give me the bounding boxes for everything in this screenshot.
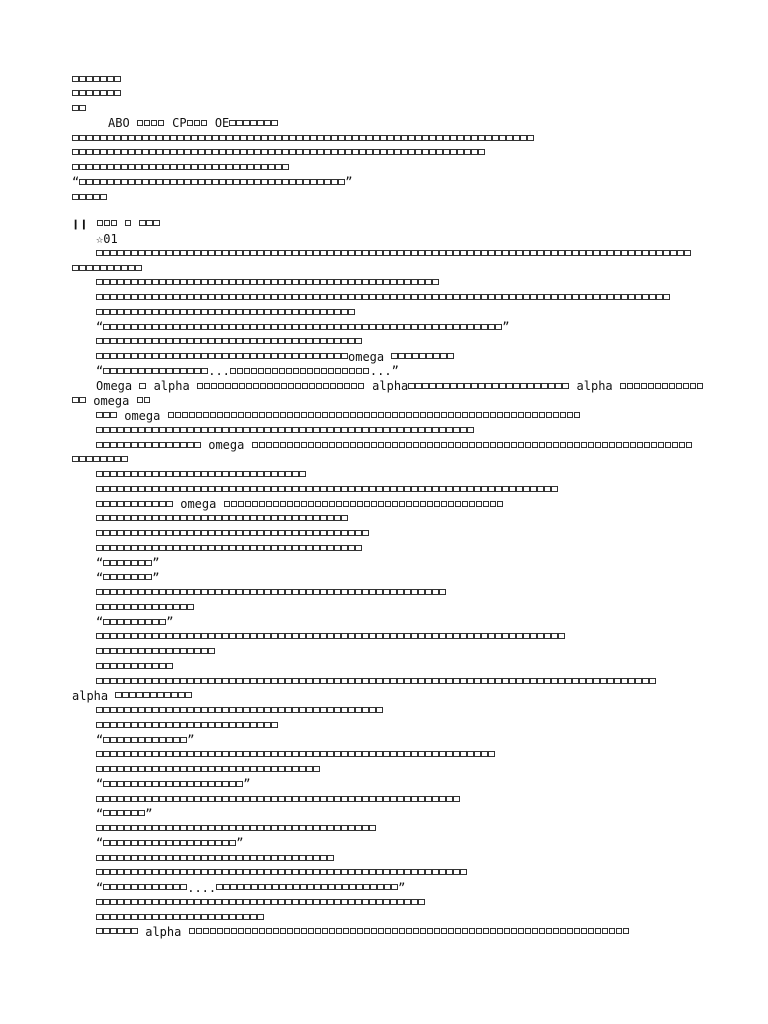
text-line xyxy=(0,394,768,409)
text-line xyxy=(0,453,768,468)
missing-glyph-run xyxy=(96,497,173,511)
text-run: ” xyxy=(345,175,353,190)
text-run: “ xyxy=(96,836,104,851)
missing-glyph-run xyxy=(96,925,138,939)
text-run: alpha xyxy=(146,379,197,393)
text-line xyxy=(0,689,768,704)
text-line xyxy=(0,379,768,394)
text-line xyxy=(0,836,768,851)
text-run: omega xyxy=(86,393,137,408)
missing-glyph-run xyxy=(96,468,306,482)
missing-glyph-run xyxy=(72,453,128,467)
text-run: omega xyxy=(201,438,252,452)
text-line xyxy=(0,482,768,497)
text-line xyxy=(0,87,768,102)
text-run xyxy=(118,217,125,231)
missing-glyph-run xyxy=(168,409,581,423)
text-line xyxy=(0,733,768,748)
text-line xyxy=(0,305,768,320)
text-run: alpha xyxy=(569,379,620,393)
text-run: ” xyxy=(187,733,195,747)
missing-glyph-run xyxy=(103,320,502,334)
missing-glyph-run xyxy=(125,217,132,231)
missing-glyph-run xyxy=(103,836,236,850)
text-line xyxy=(0,659,768,674)
missing-glyph-run xyxy=(197,379,365,393)
text-line xyxy=(0,807,768,822)
text-line xyxy=(0,175,768,190)
text-line xyxy=(0,146,768,161)
text-run: .... xyxy=(187,880,217,895)
missing-glyph-run xyxy=(103,881,187,895)
missing-glyph-run xyxy=(97,217,118,231)
text-run: omega xyxy=(348,349,392,364)
missing-glyph-run xyxy=(103,807,145,821)
text-line xyxy=(0,718,768,733)
missing-glyph-run xyxy=(103,777,243,791)
text-line xyxy=(0,438,768,453)
text-line xyxy=(0,910,768,925)
text-run: “ xyxy=(96,733,104,747)
missing-glyph-run xyxy=(96,438,201,452)
text-line xyxy=(0,102,768,117)
missing-glyph-run xyxy=(96,527,369,541)
missing-glyph-run xyxy=(72,190,107,204)
text-line xyxy=(0,881,768,896)
text-run: ” xyxy=(166,615,174,629)
text-line xyxy=(0,72,768,87)
text-run: omega xyxy=(173,497,224,511)
missing-glyph-run xyxy=(230,364,370,378)
text-line xyxy=(0,866,768,881)
missing-glyph-run xyxy=(96,482,558,496)
text-run: “ xyxy=(96,615,104,629)
text-run: OE xyxy=(207,116,230,131)
text-line xyxy=(0,291,768,306)
text-line xyxy=(0,556,768,571)
text-line xyxy=(0,600,768,615)
text-line xyxy=(0,131,768,146)
missing-glyph-run xyxy=(96,600,194,614)
text-line xyxy=(0,571,768,586)
text-run: ☆01 xyxy=(96,231,118,246)
text-run: Omega xyxy=(96,379,140,393)
missing-glyph-run xyxy=(72,146,485,160)
missing-glyph-run xyxy=(187,116,208,130)
text-line xyxy=(0,674,768,689)
missing-glyph-run xyxy=(72,87,121,101)
text-run: “ xyxy=(96,806,104,821)
text-run: ” xyxy=(236,836,244,851)
text-line xyxy=(0,261,768,276)
text-run: ❙❙ xyxy=(72,216,97,231)
missing-glyph-run xyxy=(96,851,334,865)
missing-glyph-run xyxy=(96,586,446,600)
text-run: “ xyxy=(72,175,80,190)
missing-glyph-run xyxy=(103,733,187,747)
text-run: ” xyxy=(502,320,510,334)
text-line xyxy=(0,350,768,365)
text-run: “ xyxy=(96,880,104,895)
missing-glyph-run xyxy=(96,792,460,806)
text-line xyxy=(0,161,768,176)
text-run: “ xyxy=(96,777,104,792)
text-line xyxy=(0,851,768,866)
text-run: ” xyxy=(243,777,251,792)
missing-glyph-run xyxy=(72,72,121,86)
missing-glyph-run xyxy=(115,689,192,703)
text-line xyxy=(0,335,768,350)
missing-glyph-run xyxy=(96,630,565,644)
text-line xyxy=(0,615,768,630)
text-run: “ xyxy=(96,556,104,570)
text-line xyxy=(0,116,768,131)
text-run: “ xyxy=(96,320,104,334)
text-line xyxy=(0,645,768,660)
text-run: alpha xyxy=(364,379,409,393)
text-line xyxy=(0,586,768,601)
text-run: CP xyxy=(164,116,187,131)
missing-glyph-run xyxy=(189,925,630,939)
missing-glyph-run xyxy=(620,379,704,393)
missing-glyph-run xyxy=(72,394,86,408)
missing-glyph-run xyxy=(96,866,467,880)
missing-glyph-run xyxy=(103,571,152,585)
missing-glyph-run xyxy=(96,291,670,305)
text-run: “ xyxy=(96,570,104,585)
text-line xyxy=(0,246,768,261)
missing-glyph-run xyxy=(72,161,289,175)
text-line xyxy=(0,468,768,483)
text-line xyxy=(0,364,768,379)
text-line xyxy=(0,276,768,291)
missing-glyph-run xyxy=(139,217,160,231)
text-line xyxy=(0,512,768,527)
missing-glyph-run xyxy=(96,276,439,290)
document-body xyxy=(0,72,768,940)
text-line xyxy=(0,777,768,792)
text-run: omega xyxy=(117,408,168,423)
text-line xyxy=(0,895,768,910)
text-line xyxy=(0,497,768,512)
missing-glyph-run xyxy=(96,718,278,732)
missing-glyph-run xyxy=(96,895,425,909)
text-run: ABO xyxy=(108,116,137,131)
missing-glyph-run xyxy=(96,910,264,924)
text-line xyxy=(0,925,768,940)
text-line xyxy=(0,822,768,837)
missing-glyph-run xyxy=(96,674,656,688)
missing-glyph-run xyxy=(96,512,348,526)
text-run: ” xyxy=(145,806,153,821)
missing-glyph-run xyxy=(96,645,215,659)
missing-glyph-run xyxy=(216,881,398,895)
missing-glyph-run xyxy=(96,704,383,718)
missing-glyph-run xyxy=(103,615,166,629)
missing-glyph-run xyxy=(137,116,165,130)
text-run: ” xyxy=(152,556,160,570)
missing-glyph-run xyxy=(96,763,320,777)
text-run: alpha xyxy=(72,688,116,703)
text-run: ” xyxy=(152,570,160,585)
missing-glyph-run xyxy=(103,364,208,378)
text-line xyxy=(0,190,768,205)
missing-glyph-run xyxy=(391,350,454,364)
missing-glyph-run xyxy=(96,541,362,555)
missing-glyph-run xyxy=(96,423,474,437)
missing-glyph-run xyxy=(72,261,142,275)
text-line xyxy=(0,232,768,247)
text-run: “ xyxy=(96,364,104,379)
text-line xyxy=(0,527,768,542)
missing-glyph-run xyxy=(96,335,362,349)
missing-glyph-run xyxy=(252,438,693,452)
text-run: ...” xyxy=(369,364,399,379)
text-line xyxy=(0,320,768,335)
missing-glyph-run xyxy=(96,748,495,762)
text-line xyxy=(0,541,768,556)
text-run: alpha xyxy=(138,924,189,939)
text-line xyxy=(0,748,768,763)
text-run: ” xyxy=(398,880,406,895)
missing-glyph-run xyxy=(103,556,152,570)
text-line xyxy=(0,704,768,719)
missing-glyph-run xyxy=(96,246,691,260)
missing-glyph-run xyxy=(137,394,151,408)
text-line xyxy=(0,792,768,807)
text-line xyxy=(0,630,768,645)
missing-glyph-run xyxy=(96,659,173,673)
missing-glyph-run xyxy=(96,822,376,836)
missing-glyph-run xyxy=(96,350,348,364)
paragraph-gap xyxy=(0,205,768,217)
missing-glyph-run xyxy=(229,116,278,130)
text-run: ... xyxy=(208,364,230,379)
missing-glyph-run xyxy=(96,409,117,423)
missing-glyph-run xyxy=(72,131,534,145)
text-line xyxy=(0,409,768,424)
missing-glyph-run xyxy=(79,175,345,189)
missing-glyph-run xyxy=(72,102,86,116)
text-line xyxy=(0,763,768,778)
text-line xyxy=(0,423,768,438)
text-line xyxy=(0,217,768,232)
missing-glyph-run xyxy=(96,305,355,319)
missing-glyph-run xyxy=(408,379,569,393)
missing-glyph-run xyxy=(224,497,504,511)
